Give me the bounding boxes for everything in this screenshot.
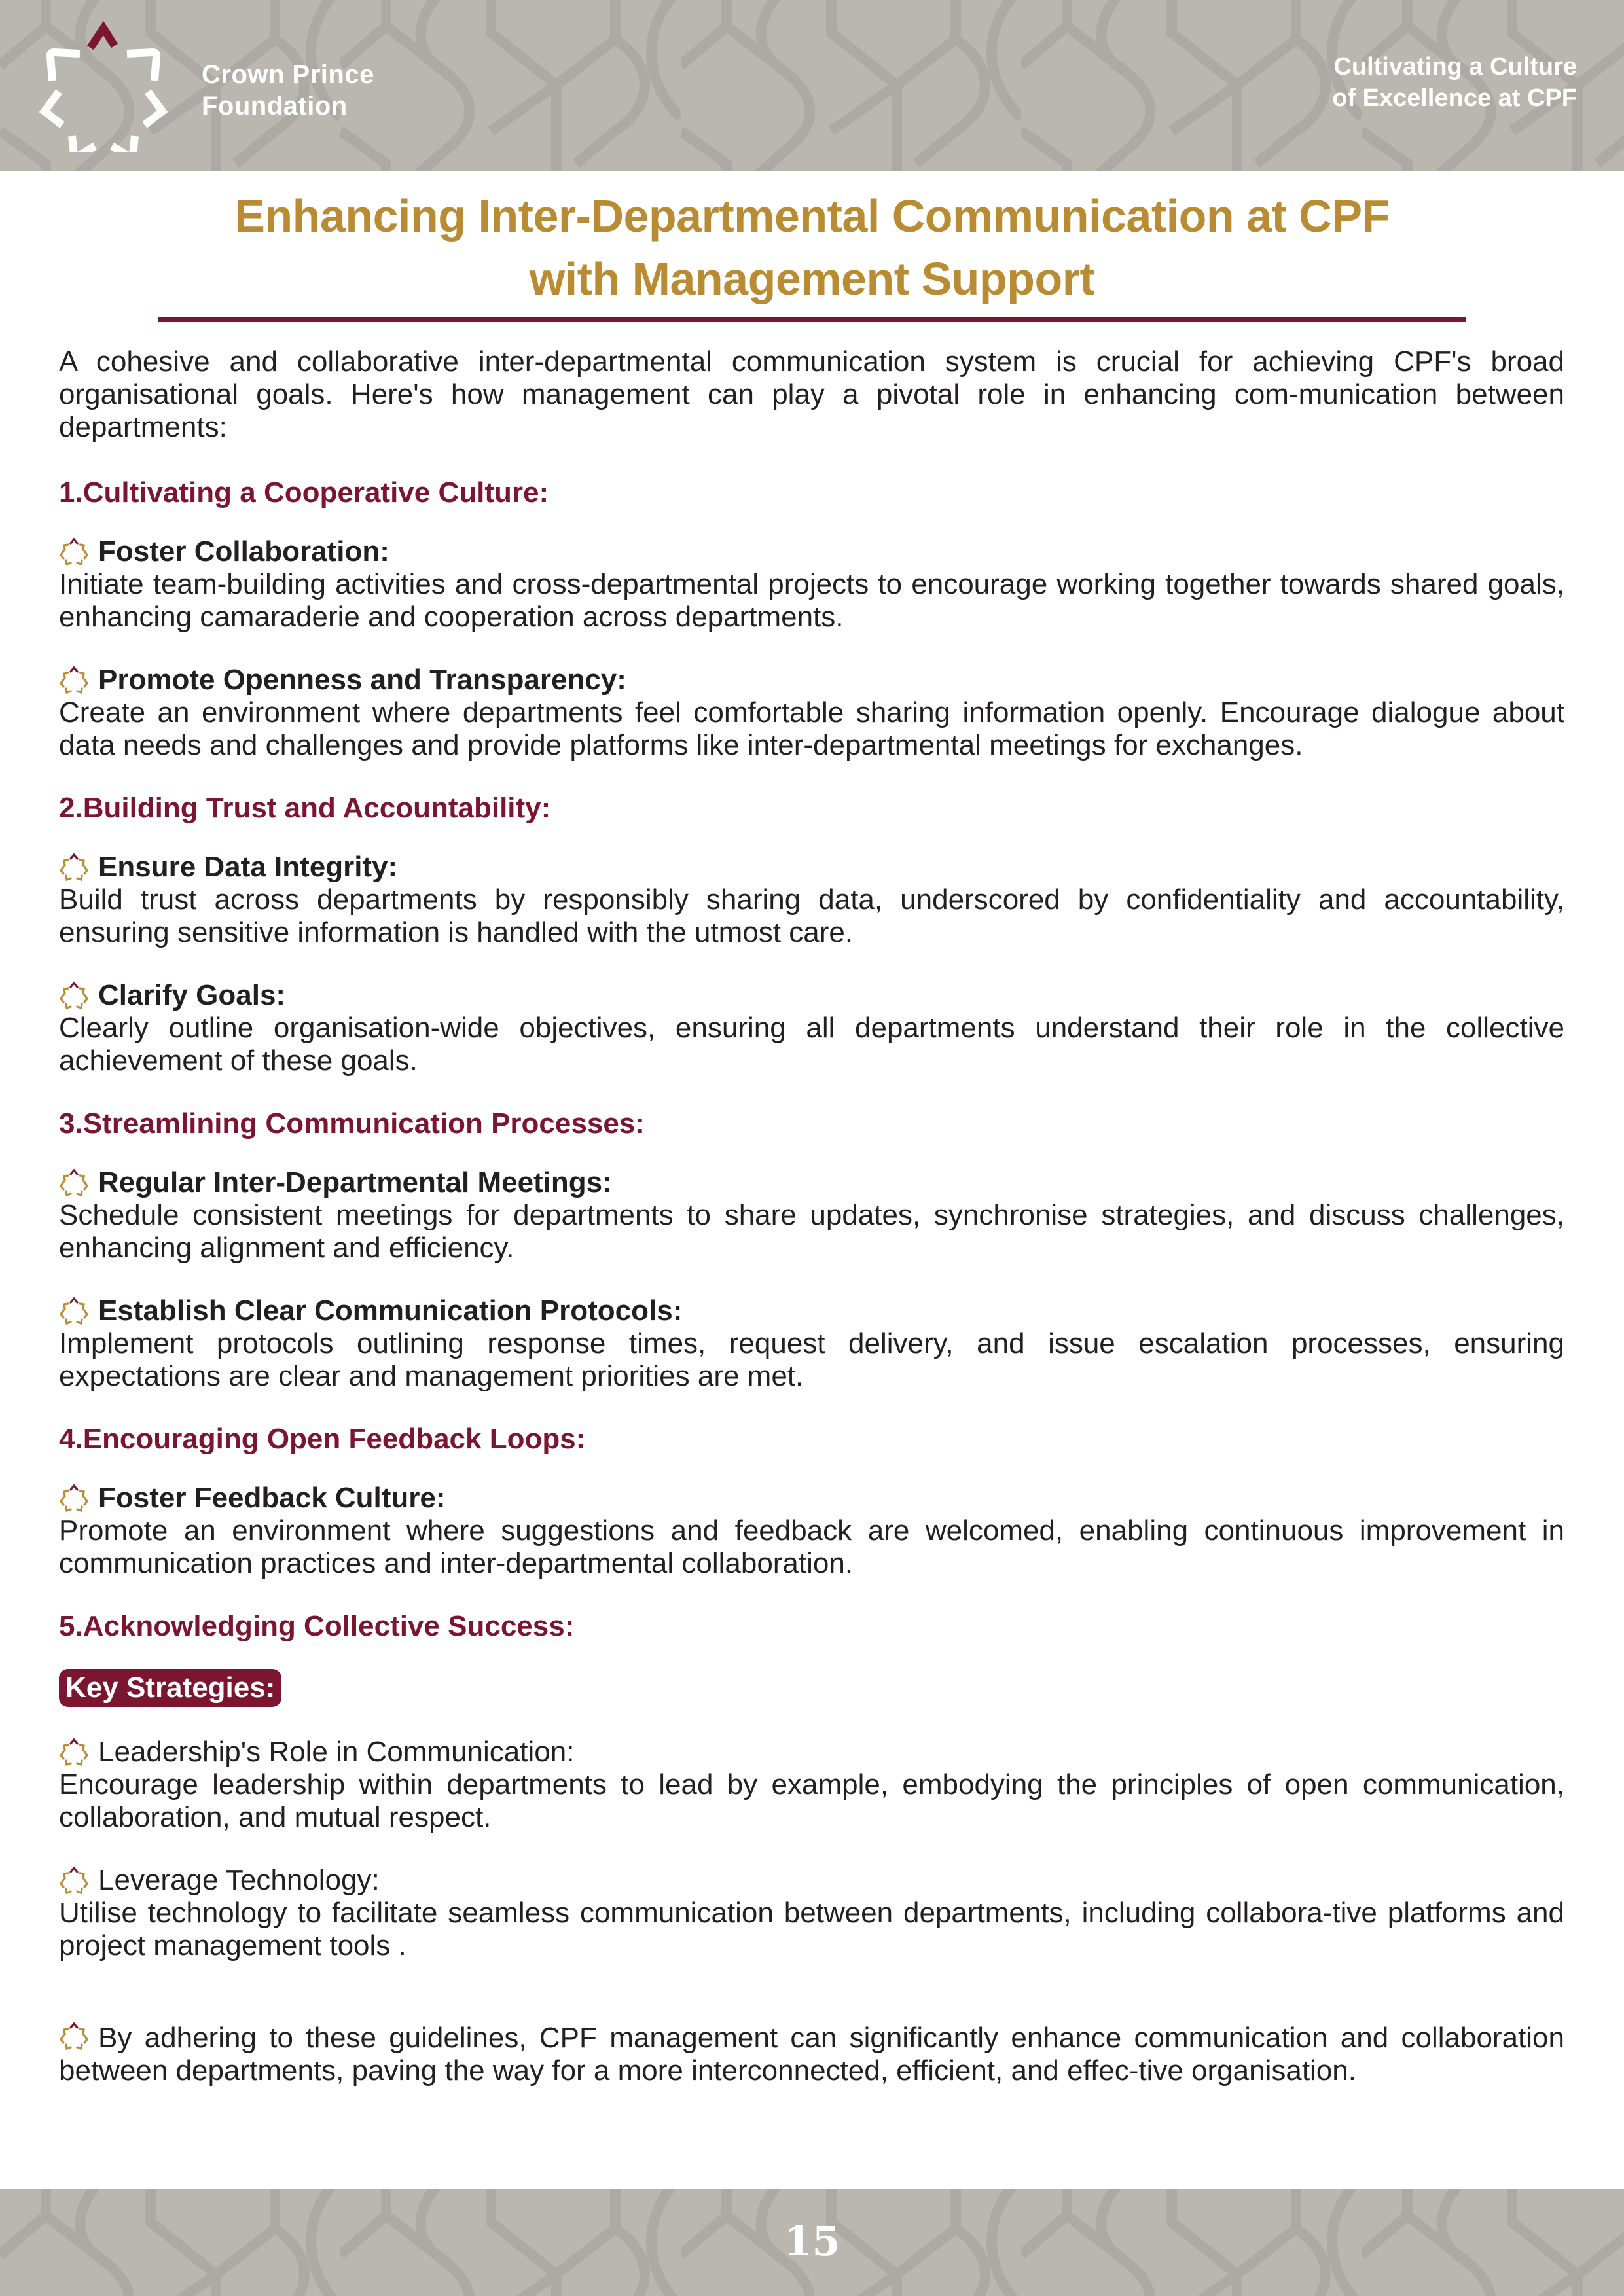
closing-paragraph: [59, 2021, 1564, 2087]
list-item: [59, 535, 1564, 634]
item-text: Implement protocols outlining response times, request delivery, and issue escalation processes, ensuring expectations are clear and management priorities are met.: [59, 1327, 1564, 1392]
cpf-star-icon: [59, 1865, 89, 1895]
page-footer: [0, 2189, 1624, 2296]
item-title: Establish Clear Communication Protocols:: [98, 1295, 683, 1327]
section-heading: 2.Building Trust and Accountability:: [59, 792, 551, 824]
article-body: [59, 346, 1564, 2087]
cpf-star-icon: [59, 1168, 89, 1198]
logo-name-line1: Crown Prince: [202, 60, 374, 89]
list-item: [59, 851, 1564, 949]
item-title: Promote Openness and Transparency:: [98, 664, 626, 696]
item-title: Leadership's Role in Communication:: [98, 1736, 575, 1768]
cpf-star-icon: [59, 537, 89, 567]
page-number: 15: [784, 2217, 840, 2265]
title-divider: [158, 317, 1466, 322]
list-item: [59, 979, 1564, 1077]
list-item: [59, 1864, 1564, 1962]
logo-wordmark: [202, 59, 374, 122]
intro-paragraph: A cohesive and collaborative inter-departmental communication system is crucial for achieving CPF's broad organisational goals. Here's how management can play a pivotal role in enhancing com-munication between departments:: [59, 346, 1564, 443]
logo-name-line2: Foundation: [202, 92, 348, 120]
item-text: Schedule consistent meetings for departments to share updates, synchronise strategies, and discuss challenges, enhancing alignment and efficiency.: [59, 1199, 1564, 1264]
item-text: Clearly outline organisation-wide objectives, ensuring all departments understand their role in the collective achievement of these goals.: [59, 1012, 1564, 1077]
cpf-star-icon: [59, 665, 89, 695]
page-title-line1: Enhancing Inter-Departmental Communication at CPF: [234, 190, 1390, 242]
item-text: Build trust across departments by responsibly sharing data, underscored by confidentiality and accountability, ensuring sensitive information is handled with the utmost care.: [59, 884, 1564, 948]
cpf-star-icon: [59, 1483, 89, 1513]
running-title-line2: of Excellence at CPF: [1332, 84, 1577, 112]
item-text: Utilise technology to facilitate seamless communication between departments, including collabora-tive platforms and project management tools .: [59, 1897, 1564, 1962]
list-item: [59, 1166, 1564, 1265]
cpf-star-icon: [59, 980, 89, 1011]
section-heading: 1.Cultivating a Cooperative Culture:: [59, 476, 549, 509]
item-title: Foster Feedback Culture:: [98, 1482, 446, 1514]
cpf-star-icon: [59, 852, 89, 882]
key-strategies-badge: Key Strategies:: [59, 1669, 281, 1707]
running-title-line1: Cultivating a Culture: [1333, 53, 1577, 81]
cpf-star-icon: [59, 1737, 89, 1767]
list-item: [59, 1295, 1564, 1393]
running-title: [1332, 51, 1577, 114]
page-title: [98, 185, 1526, 310]
list-item: [59, 664, 1564, 762]
cpf-star-icon: [59, 2021, 89, 2051]
item-title: Regular Inter-Departmental Meetings:: [98, 1166, 612, 1198]
item-title: Foster Collaboration:: [98, 535, 389, 567]
section-heading: 4.Encouraging Open Feedback Loops:: [59, 1423, 586, 1455]
item-text: Initiate team-building activities and cross-departmental projects to encourage working together towards shared goals, enhancing camaraderie and cooperation across departments.: [59, 568, 1564, 633]
item-title: Leverage Technology:: [98, 1864, 380, 1896]
item-title: Ensure Data Integrity:: [98, 851, 398, 883]
list-item: [59, 1482, 1564, 1580]
section-heading: 3.Streamlining Communication Processes:: [59, 1107, 645, 1139]
item-text: Encourage leadership within departments to lead by example, embodying the principles of open communication, collaboration, and mutual respect.: [59, 1768, 1564, 1833]
item-text: Promote an environment where suggestions and feedback are welcomed, enabling continuous improvement in communication practices and inter-departmental collaboration.: [59, 1515, 1564, 1579]
item-title: Clarify Goals:: [98, 979, 286, 1011]
page-title-line2: with Management Support: [529, 253, 1095, 304]
cpf-star-icon: [59, 1296, 89, 1326]
section-heading: 5.Acknowledging Collective Success:: [59, 1610, 575, 1642]
list-item: [59, 1736, 1564, 1834]
crown-prince-foundation-logo-icon: [33, 12, 183, 152]
closing-text: By adhering to these guidelines, CPF management can significantly enhance communication and collaboration between departments, paving the way for a more interconnected, efficient, and effec-tive organisation.: [59, 2022, 1564, 2087]
page-header: [0, 0, 1624, 171]
item-text: Create an environment where departments feel comfortable sharing information openly. Encourage dialogue about data needs and challenges and provide platforms like inter-departmental meetings for exchanges.: [59, 696, 1564, 761]
